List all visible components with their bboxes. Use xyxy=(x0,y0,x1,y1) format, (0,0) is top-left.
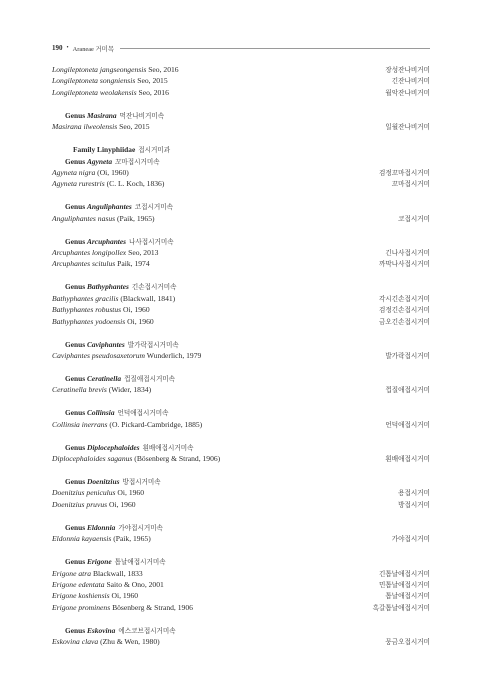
species-entry xyxy=(52,75,430,86)
spacer xyxy=(52,613,430,625)
genus-epithet: Bathyphantes xyxy=(52,316,94,326)
species-epithet: ilweolensis xyxy=(83,122,118,132)
spacer xyxy=(52,224,430,236)
genus-epithet: Eldonnia xyxy=(52,534,80,544)
species-entry xyxy=(52,602,430,613)
species-author: (Paik, 1965) xyxy=(117,213,155,223)
genus-heading xyxy=(52,373,430,384)
header-rule xyxy=(120,48,430,49)
korean-common-name: 껍질애접시거미 xyxy=(385,387,430,395)
species-name xyxy=(52,533,151,544)
species-entry xyxy=(52,167,430,178)
korean-taxon-name: 코접시거미속 xyxy=(134,204,173,212)
species-entry xyxy=(52,121,430,132)
genus-epithet: Erigone xyxy=(52,568,77,578)
species-name xyxy=(52,293,175,304)
section-title: Araneae 거미목 xyxy=(72,45,115,53)
species-entry xyxy=(52,499,430,510)
page-number: 190 xyxy=(52,44,63,52)
species-author: Oi, 1960 xyxy=(111,591,139,601)
korean-taxon-name: 에스코브접시거미속 xyxy=(118,627,176,635)
spacer xyxy=(52,545,430,557)
species-author: Oi, 1960 xyxy=(123,305,150,315)
korean-taxon-name: 나사접시거미속 xyxy=(129,238,174,246)
genus-name: Eskovina xyxy=(87,625,116,635)
species-epithet: atra xyxy=(78,568,92,578)
rank-label: Genus xyxy=(65,236,86,246)
genus-epithet: Longileptoneta xyxy=(52,76,98,86)
species-author: Oi, 1960 xyxy=(108,499,136,509)
species-entry xyxy=(52,533,430,544)
species-entry xyxy=(52,419,430,430)
genus-name: Masirana xyxy=(87,110,117,120)
genus-epithet: Eskovina xyxy=(52,637,80,647)
species-list xyxy=(52,64,430,648)
species-entry xyxy=(52,636,430,647)
genus-name: Erigone xyxy=(87,557,112,567)
korean-common-name: 방접시거미 xyxy=(398,501,430,509)
species-name xyxy=(52,487,144,498)
genus-name: Eldonnia xyxy=(87,522,116,532)
species-author: (Wider, 1834) xyxy=(108,385,152,395)
genus-name: Caviphantes xyxy=(87,339,125,349)
spacer xyxy=(52,190,430,202)
genus-epithet: Doenitzius xyxy=(52,499,85,509)
species-entry xyxy=(52,568,430,579)
species-author: (Zhu & Wen, 1980) xyxy=(100,637,160,647)
korean-taxon-name: 긴손접시거미속 xyxy=(131,284,177,292)
genus-heading xyxy=(52,339,430,350)
genus-heading xyxy=(52,407,430,418)
species-epithet: weolakensis xyxy=(99,87,137,97)
species-epithet: saganus xyxy=(107,454,133,464)
korean-common-name: 흑갈톱날애접시거미 xyxy=(372,604,430,612)
rank-label: Genus xyxy=(65,202,86,212)
species-author: (Oi, 1960) xyxy=(97,167,129,177)
korean-common-name: 긴나사접시거미 xyxy=(385,250,430,258)
species-epithet: kayaensis xyxy=(81,534,112,544)
genus-heading xyxy=(52,201,430,212)
genus-name: Arcuphantes xyxy=(87,236,127,246)
spacer xyxy=(52,270,430,282)
species-name xyxy=(52,636,160,647)
species-epithet: pseudosaxetorum xyxy=(91,350,146,360)
genus-epithet: Agyneta xyxy=(52,167,77,177)
korean-taxon-name: 껍질애접시거미속 xyxy=(124,375,176,383)
species-author: (Paik, 1965) xyxy=(113,534,151,544)
species-epithet: koshiensis xyxy=(78,591,110,601)
species-name xyxy=(52,167,129,178)
species-entry xyxy=(52,350,430,361)
korean-common-name: 금오긴손접시거미 xyxy=(379,318,430,326)
species-epithet: scitulus xyxy=(92,259,116,269)
genus-name: Doenitzius xyxy=(87,477,120,487)
species-author: Blackwall, 1833 xyxy=(92,568,143,578)
species-author: (Blackwall, 1841) xyxy=(120,293,176,303)
korean-common-name: 코접시거미 xyxy=(398,215,430,223)
species-name xyxy=(52,87,169,98)
genus-epithet: Doenitzius xyxy=(52,488,85,498)
korean-common-name: 민톱날애접시거미 xyxy=(379,582,430,590)
rank-label: Genus xyxy=(65,339,86,349)
genus-heading xyxy=(52,625,430,636)
korean-common-name: 까막나사접시거미 xyxy=(379,261,430,269)
species-author: Wunderlich, 1979 xyxy=(146,350,202,360)
species-name xyxy=(52,304,150,315)
species-entry xyxy=(52,293,430,304)
species-name xyxy=(52,419,202,430)
genus-heading xyxy=(52,442,430,453)
korean-common-name: 가야접시거미 xyxy=(391,536,430,544)
species-epithet: prominens xyxy=(78,602,111,612)
species-entry xyxy=(52,87,430,98)
species-epithet: brevis xyxy=(88,385,107,395)
genus-epithet: Diplocephaloides xyxy=(52,454,106,464)
species-entry xyxy=(52,247,430,258)
species-name xyxy=(52,602,193,613)
species-name xyxy=(52,258,150,269)
species-entry xyxy=(52,590,430,601)
genus-epithet: Anguliphantes xyxy=(52,213,96,223)
species-name xyxy=(52,178,164,189)
genus-epithet: Bathyphantes xyxy=(52,305,94,315)
rank-label: Genus xyxy=(65,156,86,166)
rank-label: Genus xyxy=(65,625,86,635)
genus-epithet: Masirana xyxy=(52,122,82,132)
species-author: (O. Pickard-Cambridge, 1885) xyxy=(109,419,203,429)
genus-epithet: Ceratinella xyxy=(52,385,87,395)
species-entry xyxy=(52,258,430,269)
species-epithet: clava xyxy=(81,637,99,647)
species-entry xyxy=(52,453,430,464)
species-name xyxy=(52,75,168,86)
species-author: Seo, 2015 xyxy=(119,122,150,132)
korean-common-name: 장성잔나비거미 xyxy=(385,67,430,74)
species-author: Seo, 2013 xyxy=(128,248,159,258)
spacer xyxy=(52,133,430,145)
species-author: Seo, 2016 xyxy=(138,87,169,97)
genus-epithet: Longileptoneta xyxy=(52,87,98,97)
genus-heading xyxy=(52,476,430,487)
spacer xyxy=(52,465,430,477)
genus-name: Agyneta xyxy=(87,156,113,166)
species-author: (Bösenberg & Strand, 1906) xyxy=(134,454,221,464)
genus-epithet: Agyneta xyxy=(52,179,77,189)
species-entry xyxy=(52,213,430,224)
korean-common-name: 언덕애접시거미 xyxy=(385,421,430,429)
species-epithet: songniensis xyxy=(99,76,136,86)
species-name xyxy=(52,579,164,590)
korean-common-name: 일월잔나비거미 xyxy=(385,124,430,132)
species-name xyxy=(52,316,154,327)
genus-name: Ceratinella xyxy=(87,373,122,383)
korean-common-name: 흰배애접시거미 xyxy=(385,456,430,464)
spacer xyxy=(52,361,430,373)
species-entry xyxy=(52,178,430,189)
running-header xyxy=(52,42,430,54)
species-name xyxy=(52,453,220,464)
species-epithet: edentata xyxy=(78,580,105,590)
rank-label: Genus xyxy=(65,522,86,532)
genus-epithet: Arcuphantes xyxy=(52,259,91,269)
species-epithet: jangseongensis xyxy=(99,65,147,74)
species-author: Seo, 2016 xyxy=(148,65,179,74)
species-author: Oi, 1960 xyxy=(127,316,154,326)
species-epithet: rurestris xyxy=(78,179,105,189)
genus-name: Anguliphantes xyxy=(87,202,132,212)
species-epithet: pruvus xyxy=(86,499,108,509)
species-epithet: nigra xyxy=(78,167,96,177)
genus-heading xyxy=(52,110,430,121)
spacer xyxy=(52,98,430,110)
korean-common-name: 검정긴손접시거미 xyxy=(379,307,430,315)
korean-taxon-name: 발가락접시거미속 xyxy=(127,341,179,349)
genus-epithet: Erigone xyxy=(52,591,77,601)
korean-taxon-name: 접시거미과 xyxy=(138,147,171,155)
species-name xyxy=(52,568,143,579)
korean-common-name: 긴톱날애접시거미 xyxy=(379,570,430,578)
rank-label: Genus xyxy=(65,557,86,567)
genus-name: Bathyphantes xyxy=(87,282,129,292)
spacer xyxy=(52,396,430,408)
genus-epithet: Erigone xyxy=(52,602,77,612)
species-name xyxy=(52,350,201,361)
korean-taxon-name: 톱날애접시거미속 xyxy=(114,559,166,567)
korean-taxon-name: 방접시거미속 xyxy=(122,479,161,487)
spacer xyxy=(52,510,430,522)
species-epithet: inerrans xyxy=(81,419,108,429)
korean-common-name: 각시긴손접시거미 xyxy=(379,295,430,303)
spacer xyxy=(52,430,430,442)
species-author: Bösenberg & Strand, 1906 xyxy=(112,602,193,612)
genus-epithet: Bathyphantes xyxy=(52,293,94,303)
genus-epithet: Collinsia xyxy=(52,419,80,429)
species-name xyxy=(52,213,155,224)
species-name xyxy=(52,247,158,258)
species-name xyxy=(52,64,179,75)
korean-common-name: 꼬마접시거미 xyxy=(391,181,430,189)
rank-label: Genus xyxy=(65,442,86,452)
korean-taxon-name: 가야접시거미속 xyxy=(118,524,163,532)
rank-label: Genus xyxy=(65,282,86,292)
genus-epithet: Arcuphantes xyxy=(52,248,91,258)
korean-common-name: 톱날애접시거미 xyxy=(385,593,430,601)
rank-label: Genus xyxy=(65,477,86,487)
family-heading xyxy=(52,144,430,155)
species-name xyxy=(52,121,149,132)
species-author: Oi, 1960 xyxy=(117,488,144,498)
genus-heading xyxy=(52,281,430,292)
species-entry xyxy=(52,316,430,327)
genus-name: Collinsia xyxy=(87,408,115,418)
genus-heading xyxy=(52,236,430,247)
genus-heading xyxy=(52,156,430,167)
rank-label: Family xyxy=(73,145,96,155)
korean-common-name: 긴잔나비거미 xyxy=(391,78,430,86)
species-name xyxy=(52,590,138,601)
species-name xyxy=(52,499,136,510)
species-epithet: peniculus xyxy=(86,488,116,498)
species-entry xyxy=(52,384,430,395)
species-epithet: longipollex xyxy=(92,248,127,258)
species-author: Seo, 2015 xyxy=(137,76,168,86)
genus-name: Diplocephaloides xyxy=(87,442,140,452)
species-epithet: yodoensis xyxy=(95,316,126,326)
genus-heading xyxy=(52,556,430,567)
rank-label: Genus xyxy=(65,110,86,120)
genus-epithet: Erigone xyxy=(52,580,77,590)
genus-epithet: Longileptoneta xyxy=(52,65,98,74)
rank-label: Genus xyxy=(65,408,86,418)
korean-taxon-name: 꼬마접시거미속 xyxy=(115,158,160,166)
rank-label: Genus xyxy=(65,373,86,383)
species-author: Paik, 1974 xyxy=(117,259,150,269)
korean-common-name: 뭉금오접시거미 xyxy=(385,639,430,647)
species-entry xyxy=(52,579,430,590)
korean-taxon-name: 언덕애접시거미속 xyxy=(117,410,169,418)
korean-taxon-name: 먹잔나비거미속 xyxy=(119,112,165,120)
species-entry xyxy=(52,487,430,498)
species-author: Saito & Ono, 2001 xyxy=(106,580,164,590)
genus-heading xyxy=(52,522,430,533)
species-entry xyxy=(52,304,430,315)
species-epithet: gracilis xyxy=(95,293,119,303)
genus-epithet: Caviphantes xyxy=(52,350,90,360)
species-epithet: robustus xyxy=(95,305,122,315)
spacer xyxy=(52,327,430,339)
species-name xyxy=(52,384,151,395)
korean-common-name: 월악잔나비거미 xyxy=(385,89,430,97)
species-epithet: nasus xyxy=(97,213,116,223)
korean-taxon-name: 흰배애접시거미속 xyxy=(142,444,194,452)
family-name: Linyphiidae xyxy=(97,145,136,155)
korean-common-name: 검정꼬마접시거미 xyxy=(379,169,430,177)
korean-common-name: 용접시거미 xyxy=(398,490,430,498)
species-entry xyxy=(52,64,430,75)
header-bullet: • xyxy=(66,45,69,51)
species-author: (C. L. Koch, 1836) xyxy=(106,179,165,189)
korean-common-name: 발가락접시거미 xyxy=(385,352,430,360)
